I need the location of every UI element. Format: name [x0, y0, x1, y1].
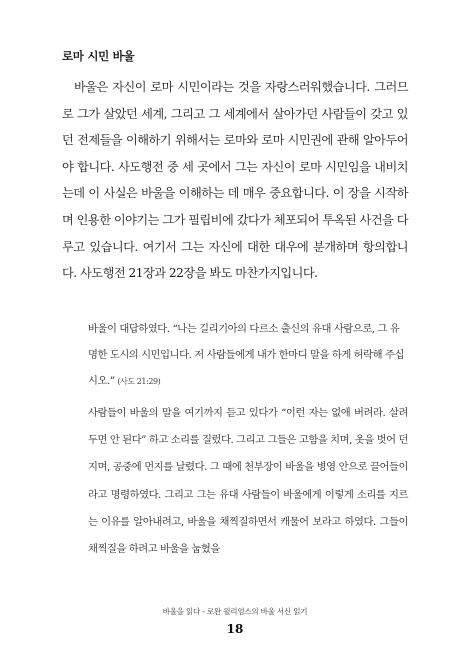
- running-footer-title: 바울을 읽다 - 로완 윌리엄스의 바울 서신 읽기: [162, 607, 308, 616]
- scripture-quote: [88, 316, 408, 395]
- page-number: 18: [226, 622, 244, 636]
- body-paragraph: 바울은 자신이 로마 시민이라는 것을 자랑스러워했습니다. 그러므로 그가 살았던 세계, 그리고 그 세계에서 살아가던 사람들이 갖고 있던 전제들을 이해하기 위해서는 로마와 로마 시민권에 관해 알아두어야 합니다. 사도행전 중 세 곳에서 그는 자신이 로마 시민임을 내비치는데 이 사실은 바울을 이해하는 데 매우 중요합니다. 이 장을 시작하며 인용한 이야기는 그가 필립비에 갔다가 체포되어 투옥된 사건을 다루고 있습니다. 여기서 그는 자신에 대한 대우에 분개하며 항의합니다. 사도행전 21장과 22장을 봐도 마찬가지입니다.: [62, 80, 409, 281]
- section-heading: 로마 시민 바울: [62, 49, 135, 63]
- scripture-quote-continued: 사람들이 바울의 말을 여기까지 듣고 있다가 “이런 자는 없애 버려라. 살려 두면 안 된다” 하고 소리를 질렀다. 그리고 그들은 고함을 치며, 옷을 벗어 던지며, 공중에 먼지를 날렸다. 그 때에 천부장이 바울을 병영 안으로 끌어들이라고 명령하였다. 그리고 그는 유대 사람들이 바울에게 이렇게 소리를 지르는 이유를 알아내려고, 바울을 채찍질하면서 캐물어 보라고 하였다. 그들이 채찍질을 하려고 바울을 눕혔을: [88, 407, 408, 556]
- scripture-quote-text: 바울이 대답하였다. “나는 길리기아의 다르소 출신의 유대 사람으로, 그 유명한 도시의 시민입니다. 저 사람들에게 내가 한마디 말을 하게 허락해 주십시오.”: [88, 323, 404, 387]
- scripture-reference: (사도 21:29): [117, 377, 161, 386]
